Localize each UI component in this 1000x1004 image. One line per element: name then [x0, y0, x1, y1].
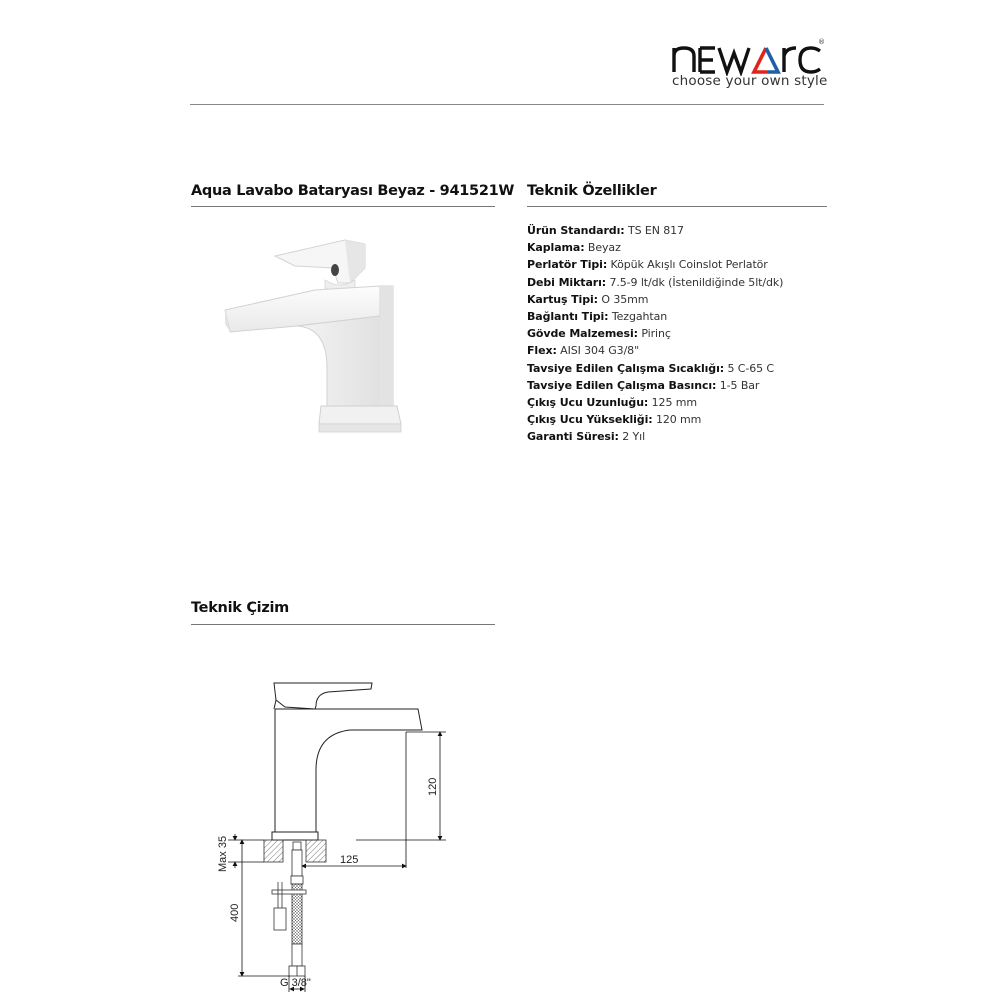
- spec-row: [527, 325, 847, 342]
- spec-row: [527, 239, 847, 256]
- spec-value: Tezgahtan: [611, 310, 668, 324]
- countertop-right: [306, 840, 326, 862]
- spec-value: 1-5 Bar: [719, 378, 760, 392]
- spec-row: [527, 360, 847, 377]
- drawing-title-divider: [191, 624, 495, 625]
- faucet-outline: [272, 683, 422, 840]
- spec-row: [527, 291, 847, 308]
- spec-label: Tavsiye Edilen Çalışma Basıncı:: [527, 378, 717, 392]
- spec-label: Çıkış Ucu Yüksekliği:: [527, 413, 653, 427]
- technical-drawing: [210, 670, 470, 1000]
- spec-label: Çıkış Ucu Uzunluğu:: [527, 396, 649, 410]
- spec-value: 7.5-9 lt/dk (İstenildiğinde 5lt/dk): [609, 275, 784, 289]
- logo-wordmark: [672, 36, 832, 76]
- spec-label: Garanti Süresi:: [527, 430, 619, 444]
- dimension-400-label: 400: [229, 903, 241, 922]
- spec-row: [527, 308, 847, 325]
- faucet-photo: [215, 228, 405, 438]
- spec-row: [527, 428, 847, 445]
- brand-tagline: choose your own style: [672, 73, 828, 89]
- spec-label: Debi Miktarı:: [527, 275, 607, 289]
- spec-row: [527, 256, 847, 273]
- spec-value: Köpük Akışlı Coinslot Perlatör: [610, 258, 768, 272]
- spec-value: 2 Yıl: [622, 430, 646, 444]
- spec-row: [527, 222, 847, 239]
- spec-value: O 35mm: [601, 292, 649, 306]
- specs-title: Teknik Özellikler: [527, 183, 657, 199]
- spec-row: [527, 411, 847, 428]
- dimension-max35-label: Max 35: [217, 835, 229, 872]
- dimension-max35: [228, 834, 264, 868]
- specs-list: [527, 222, 847, 446]
- spec-label: Kartuş Tipi:: [527, 292, 598, 306]
- spec-label: Tavsiye Edilen Çalışma Sıcaklığı:: [527, 361, 725, 375]
- specs-title-divider: [527, 206, 827, 207]
- dimension-120: [356, 732, 446, 868]
- spec-label: Perlatör Tipi:: [527, 258, 608, 272]
- spec-row: [527, 394, 847, 411]
- spec-row: [527, 274, 847, 291]
- registered-mark: ®: [818, 38, 825, 46]
- spec-value: TS EN 817: [627, 224, 684, 237]
- spec-row: [527, 342, 847, 359]
- spec-label: Flex:: [527, 344, 557, 358]
- spec-value: 5 C-65 C: [727, 361, 774, 375]
- dimension-thread-label: G 3/8": [280, 977, 311, 989]
- spec-value: AISI 304 G3/8": [560, 344, 640, 358]
- drawing-title: Teknik Çizim: [191, 600, 289, 616]
- spec-label: Bağlantı Tipi:: [527, 310, 609, 324]
- spec-value: Beyaz: [587, 241, 621, 255]
- product-title-divider: [191, 206, 495, 207]
- spec-row: [527, 377, 847, 394]
- brand-logo: [672, 36, 832, 96]
- countertop-left: [264, 840, 283, 862]
- spec-label: Gövde Malzemesi:: [527, 327, 638, 341]
- spec-value: 125 mm: [651, 396, 697, 410]
- spec-label: Kaplama:: [527, 241, 585, 255]
- dimension-125-label: 125: [340, 854, 359, 866]
- spec-value: 120 mm: [655, 413, 702, 427]
- spec-label: Ürün Standardı:: [527, 224, 625, 237]
- dimension-120-label: 120: [427, 777, 439, 796]
- spec-value: Pirinç: [641, 327, 671, 341]
- product-title: Aqua Lavabo Bataryası Beyaz - 941521W: [191, 183, 515, 199]
- header-divider: [190, 104, 824, 105]
